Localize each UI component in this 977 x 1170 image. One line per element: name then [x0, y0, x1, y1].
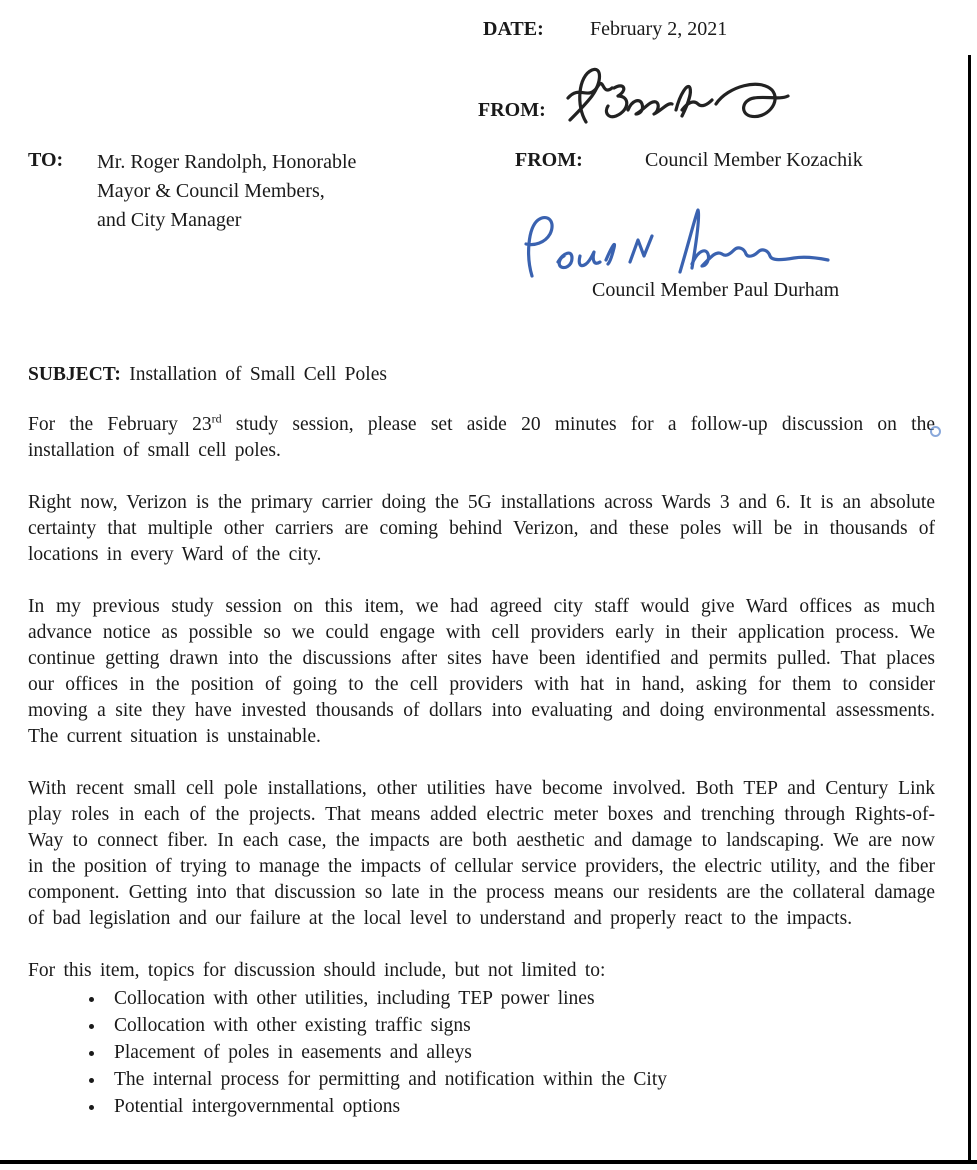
paragraph-1: [28, 412, 935, 464]
list-item: • Placement of poles in easements and alleys: [106, 1040, 935, 1066]
date-value: February 2, 2021: [590, 18, 728, 40]
from-label-row: FROM:: [515, 149, 583, 171]
paragraph-3: In my previous study session on this item, we had agreed city staff would give Ward offices as much advance notice as possible so we could engage with cell providers early in their application process. We continue getting drawn into the discussions after sites have been identified and permits pulled. That places our offices in the position of going to the cell providers with hat in hand, asking for them to consider moving a site they have invested thousands of dollars into evaluating and doing environmental assessments. The current situation is unstainable.: [28, 596, 935, 747]
to-line-2: Mayor & Council Members,: [97, 180, 325, 202]
to-label: TO:: [28, 149, 64, 171]
from-value: Council Member Kozachik: [645, 149, 863, 171]
to-line-3: and City Manager: [97, 209, 242, 231]
kozachik-signature-icon: [552, 58, 807, 136]
subject-line: [28, 362, 935, 388]
paragraph-2: Right now, Verizon is the primary carrier doing the 5G installations across Wards 3 and 6. It is an absolute certainty that multiple other carriers are coming behind Verizon, and these poles will be in thousands of locations in every Ward of the city.: [28, 492, 935, 565]
subject-value: Installation of Small Cell Poles: [120, 364, 387, 385]
ordinal-superscript: rd: [211, 411, 222, 426]
durham-signature-icon: [502, 204, 837, 288]
paragraph-4: With recent small cell pole installations, other utilities have become involved. Both TEP and Century Link play roles in each of the projects. That means added electric meter boxes and trenching through Rights-of-Way to connect fiber. In each case, the impacts are both aesthetic and damage to landscaping. We are now in the position of trying to manage the impacts of cellular service providers, the electric utility, and the fiber component. Getting into that discussion so late in the process means our residents are the collateral damage of bad legislation and our failure at the local level to understand and properly react to the impacts.: [28, 778, 935, 929]
paragraph-1-text-cont: study session, please set aside 20 minutes for a follow-up discussion on the installation of small cell poles.: [28, 414, 936, 461]
paragraph-1-text: For the February 23: [28, 414, 212, 435]
scan-speck: [930, 426, 941, 437]
discussion-topics-intro: For this item, topics for discussion should include, but not limited to:: [28, 960, 606, 981]
discussion-topics-list: [28, 986, 935, 1120]
page-border-right: [968, 55, 971, 1163]
list-item: • The internal process for permitting and notification within the City: [106, 1067, 935, 1093]
list-item: • Collocation with other existing traffic signs: [106, 1013, 935, 1039]
list-item: • Collocation with other utilities, including TEP power lines: [106, 986, 935, 1012]
memo-body: [28, 362, 935, 1121]
subject-label: SUBJECT:: [28, 364, 121, 385]
list-item: • Potential intergovernmental options: [106, 1094, 935, 1120]
page-border-bottom: [0, 1160, 977, 1164]
date-label: DATE:: [483, 18, 544, 40]
to-recipients: [97, 148, 356, 235]
from-label-top: FROM:: [478, 99, 546, 121]
to-line-1: Mr. Roger Randolph, Honorable: [97, 151, 357, 173]
durham-caption: Council Member Paul Durham: [592, 279, 840, 301]
